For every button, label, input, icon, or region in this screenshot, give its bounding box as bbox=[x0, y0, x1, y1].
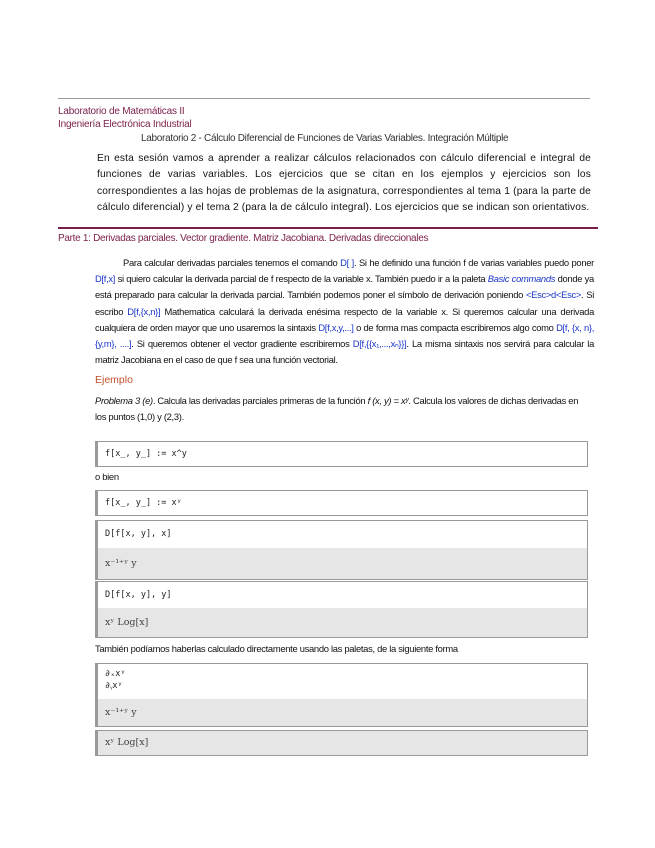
basic-commands-link[interactable]: Basic commands bbox=[487, 273, 556, 285]
cmd-dfxy: D[f,x,y,...] bbox=[318, 321, 354, 333]
example-heading: Ejemplo bbox=[95, 374, 133, 386]
cell-5-input-line-1[interactable]: ∂ₓxʸ bbox=[105, 669, 126, 679]
cell-4-input[interactable]: D[f[x, y], y] bbox=[105, 590, 172, 600]
course-title: Laboratorio de Matemáticas II bbox=[58, 106, 185, 117]
top-rule bbox=[58, 98, 590, 99]
output-cell-6 bbox=[95, 730, 588, 756]
input-cell-1[interactable] bbox=[95, 441, 588, 467]
problem-function: f (x, y) = xʸ bbox=[367, 395, 409, 406]
cmd-dfxn: D[f,{x,n}] bbox=[127, 305, 161, 317]
cell-5-input[interactable] bbox=[98, 664, 587, 699]
cell-4-output: xʸ Log[x] bbox=[98, 608, 587, 637]
cell-5-input-line-2[interactable]: ∂ᵧxʸ bbox=[105, 681, 123, 691]
esc-shortcut: <Esc>d<Esc> bbox=[525, 289, 582, 301]
cell-2-input[interactable]: f[x_, y_] := xʸ bbox=[105, 498, 182, 508]
problem-statement: Problema 3 (e). Calcula las derivadas parciales primeras de la función f (x, y) = xʸ. Calcula los valores de dichas derivadas en los puntos (1,0) y (2,3). bbox=[95, 395, 579, 423]
problem-label: Problema 3 (e) bbox=[95, 395, 153, 406]
lab-subtitle: Laboratorio 2 - Cálculo Diferencial de Funciones de Varias Variables. Integración Múltiple bbox=[141, 133, 509, 144]
section-title: Parte 1: Derivadas parciales. Vector gradiente. Matriz Jacobiana. Derivadas direccionales bbox=[58, 233, 429, 244]
input-cell-5[interactable] bbox=[95, 663, 588, 727]
intro-paragraph: En esta sesión vamos a aprender a realizar cálculos relacionados con cálculo diferencial e integral de funciones de varias variables. Los ejercicios que se citan en los ejemplos y ejercicios son los correspondientes a las hojas de problemas de la asignatura, correspondientes al tema 1 (para la parte de cálculo diferencial) y el tema 2 (para la de cálculo integral). Los ejercicios que se indican son orientativos. bbox=[97, 153, 591, 214]
section-divider bbox=[58, 227, 598, 229]
cmd-grad: D[f,{{x₁,...,xₙ}}] bbox=[352, 338, 407, 350]
palette-text: También podíamos haberlas calculado directamente usando las paletas, de la siguiente forma bbox=[95, 643, 458, 654]
cmd-dfx: D[f,x] bbox=[95, 273, 116, 285]
or-text: o bien bbox=[95, 471, 119, 482]
input-cell-3[interactable] bbox=[95, 520, 588, 580]
section-paragraph: Para calcular derivadas parciales tenemos el comando D[ ]. Si he definido una función f de varias variables puedo poner D[f,x] si quiero calcular la derivada parcial de f respecto de la variable x. También puedo ir a la paleta Basic commands donde ya está preparado para calcular la derivada parcial. También podemos poner el símbolo de derivación poniendo <Esc>d<Esc>. Si escribo D[f,{x,n}] Mathematica calculará la derivada enésima respecto de la variable x. Si queremos calcular una derivada cualquiera de orden mayor que uno usaremos la sintaxis D[f,x,y,...] o de forma mas compacta escribiremos algo como D[f, {x, n}, {y,m}, ....]. Si queremos obtener el vector gradiente escribiremos D[f,{{x₁,...,xₙ}}]. La misma sintaxis nos servirá para calcular la matriz Jacobiana en el caso de que f sea una función vectorial. bbox=[95, 257, 595, 366]
cmd-d: D[ ] bbox=[340, 257, 354, 268]
cmd-compact: D[f, {x, n}, {y,m}, ....] bbox=[95, 321, 595, 350]
cell-3-input[interactable]: D[f[x, y], x] bbox=[105, 529, 172, 539]
input-cell-2[interactable] bbox=[95, 490, 588, 516]
cell-3-output: x⁻¹⁺ʸ y bbox=[98, 548, 587, 579]
cell-1-input[interactable]: f[x_, y_] := x^y bbox=[105, 449, 187, 459]
degree-title: Ingeniería Electrónica Industrial bbox=[58, 119, 192, 130]
input-cell-4[interactable] bbox=[95, 581, 588, 638]
cell-6-output: xʸ Log[x] bbox=[98, 731, 587, 755]
cell-5-output: x⁻¹⁺ʸ y bbox=[98, 699, 587, 726]
